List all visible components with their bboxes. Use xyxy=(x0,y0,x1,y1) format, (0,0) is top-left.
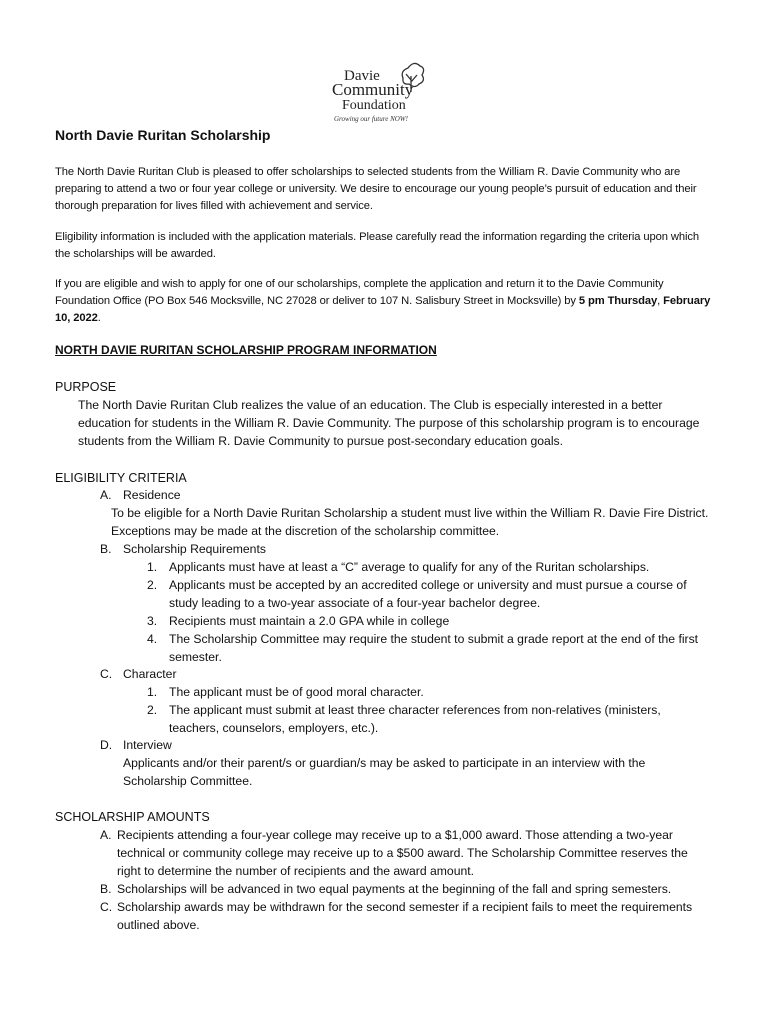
b-item-3-num: 3. xyxy=(147,614,158,628)
deadline-end: . xyxy=(97,312,101,324)
logo-line1: Davie xyxy=(344,68,380,84)
b-item-1-num: 1. xyxy=(147,560,158,574)
logo-line3: Foundation xyxy=(342,98,406,113)
b-item-2-num: 2. xyxy=(147,578,158,592)
eligibility-a-letter: A. xyxy=(100,488,112,502)
logo-tagline: Growing our future NOW! xyxy=(334,115,408,123)
program-heading: NORTH DAVIE RURITAN SCHOLARSHIP PROGRAM INFORMATION xyxy=(55,343,437,357)
eligibility-b-letter: B. xyxy=(100,542,112,556)
eligibility-b-title: Scholarship Requirements xyxy=(123,542,266,556)
amounts-b-letter: B. xyxy=(100,882,112,896)
deadline-sep: , xyxy=(657,295,664,307)
purpose-heading: PURPOSE xyxy=(55,380,117,394)
amounts-c-text: Scholarship awards may be withdrawn for the second semester if a recipient fails to meet the requirements outlined above. xyxy=(117,900,693,932)
intro-paragraph-3 xyxy=(55,276,715,327)
foundation-logo xyxy=(330,58,430,124)
logo-line2: Community xyxy=(332,80,414,99)
eligibility-d-title: Interview xyxy=(123,738,172,752)
amounts-b-text: Scholarships will be advanced in two equal payments at the beginning of the fall and spring semesters. xyxy=(117,882,672,896)
eligibility-a-text: To be eligible for a North Davie Ruritan Scholarship a student must live within the William R. Davie Fire District. Exceptions may be made at the discretion of the scholarship committee. xyxy=(111,506,709,538)
amounts-c-letter: C. xyxy=(100,900,113,914)
eligibility-d-text: Applicants and/or their parent/s or guardian/s may be asked to participate in an interview with the Scholarship Committee. xyxy=(123,756,646,788)
deadline-time: 5 pm Thursday xyxy=(578,295,658,307)
amounts-a-text: Recipients attending a four-year college may receive up to a $1,000 award. Those attending a two-year technical or community college may receive up to a $500 award. The Scholarship Committee reserves the right to determine the number of recipients and the award amount. xyxy=(117,828,688,878)
c-item-2-num: 2. xyxy=(147,703,158,717)
b-item-2-text: Applicants must be accepted by an accredited college or university and must pursue a course of study leading to a two-year associate of a four-year bachelor degree. xyxy=(169,578,687,610)
eligibility-c-letter: C. xyxy=(100,667,113,681)
c-item-2-text: The applicant must submit at least three character references from non-relatives (ministers, teachers, counselors, employers, etc.). xyxy=(169,703,661,735)
b-item-1-text: Applicants must have at least a “C” average to qualify for any of the Ruritan scholarships. xyxy=(169,560,650,574)
b-item-3-text: Recipients must maintain a 2.0 GPA while in college xyxy=(169,614,450,628)
eligibility-c-title: Character xyxy=(123,667,177,681)
page-title: North Davie Ruritan Scholarship xyxy=(55,127,271,143)
tree-icon xyxy=(330,58,430,124)
c-item-1-num: 1. xyxy=(147,685,158,699)
deadline-date: February 10, 2022 xyxy=(55,295,711,324)
intro-paragraph-2: Eligibility information is included with the application materials. Please carefully read the information regarding the criteria upon which the scholarships will be awarded. xyxy=(55,231,700,260)
amounts-heading: SCHOLARSHIP AMOUNTS xyxy=(55,810,210,824)
purpose-text: The North Davie Ruritan Club realizes the value of an education. The Club is especially interested in a better education for students in the William R. Davie Community. The purpose of this scholarship program is to encourage students from the William R. Davie Community to pursue post-secondary education goals. xyxy=(78,398,700,448)
amounts-a-letter: A. xyxy=(100,828,112,842)
eligibility-d-letter: D. xyxy=(100,738,113,752)
b-item-4-text: The Scholarship Committee may require the student to submit a grade report at the end of the first semester. xyxy=(169,632,699,664)
c-item-1-text: The applicant must be of good moral character. xyxy=(169,685,424,699)
intro-paragraph-1: The North Davie Ruritan Club is pleased to offer scholarships to selected students from the William R. Davie Community who are preparing to attend a two or four year college or university. We desire to encourage our young people’s pursuit of education and their thorough preparation for lives filled with achievement and service. xyxy=(55,166,697,212)
eligibility-a-title: Residence xyxy=(123,488,181,502)
deadline-text: If you are eligible and wish to apply for one of our scholarships, complete the application and return it to the Davie Community Foundation Office (PO Box 546 Mocksville, NC 27028 or deliver to 107 N. Salisbury Street in Mocksville) by xyxy=(55,278,664,307)
b-item-4-num: 4. xyxy=(147,632,158,646)
eligibility-heading: ELIGIBILITY CRITERIA xyxy=(55,471,187,485)
